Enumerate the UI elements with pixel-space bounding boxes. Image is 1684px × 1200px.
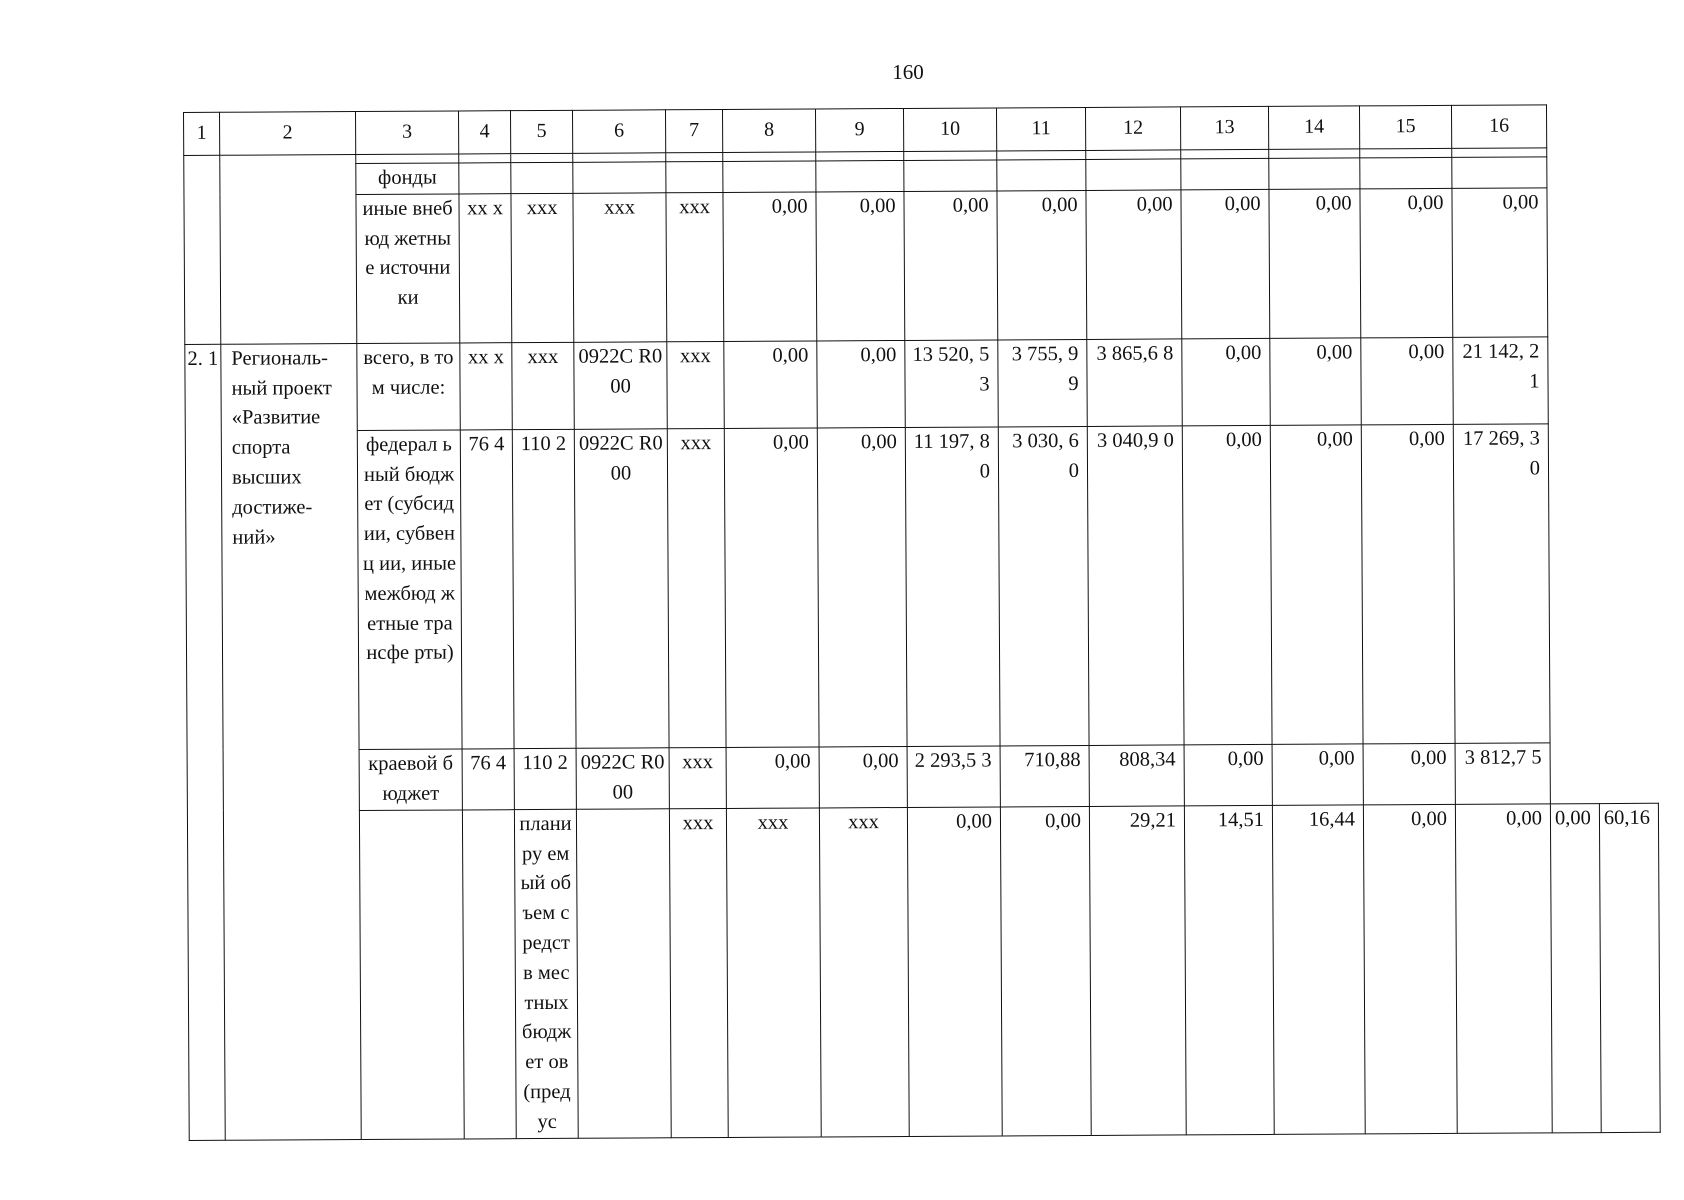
value-cell: 0,00	[1182, 338, 1270, 425]
code-cell: xxx	[666, 192, 724, 341]
source-cell: федерал ьный бюджет (субсид ии, субвенц ии, иные межбюд жетные трансфе рты)	[357, 430, 462, 750]
value-cell: 0,00	[1182, 425, 1272, 744]
value-cell: 3 755, 99	[998, 339, 1087, 426]
value-cell: 0,00	[1086, 190, 1182, 340]
value-cell: 0,00	[1272, 744, 1363, 806]
value-cell: 0,00	[1550, 803, 1601, 1132]
code-cell: xxx	[819, 807, 909, 1136]
value-cell: 0,00	[724, 428, 819, 748]
value-cell: 0,00	[997, 190, 1087, 339]
cell-empty	[1086, 159, 1181, 190]
value-cell: 0,00	[1184, 744, 1272, 805]
value-cell: 0,00	[723, 192, 817, 342]
cell-empty	[459, 163, 511, 194]
code-cell: 0922C R000	[574, 342, 667, 430]
code-cell: 110 2	[512, 429, 576, 748]
project-name-cell: Региональ-ный проект «Развитие спорта высших достиже-ний»	[221, 343, 361, 1140]
value-cell: 0,00	[817, 340, 905, 427]
value-cell: 0,00	[907, 807, 1002, 1136]
header-cell: 6	[572, 110, 665, 154]
value-cell: 3 030, 60	[998, 426, 1089, 745]
table-row	[185, 336, 1656, 431]
cell-empty	[573, 162, 666, 193]
code-cell: xxx	[667, 428, 726, 747]
cell-empty	[816, 160, 904, 191]
value-cell: 0,00	[726, 747, 819, 809]
value-cell: 3 812,7 5	[1455, 743, 1550, 805]
cell-empty	[184, 155, 221, 344]
source-cell: иные внебюд жетные источни ки	[356, 194, 460, 344]
header-cell: 1	[184, 112, 220, 155]
value-cell: 0,00	[1360, 188, 1453, 338]
value-cell: 2 293,5 3	[907, 746, 1000, 808]
value-cell: 60,16	[1599, 803, 1660, 1132]
cell-empty	[511, 162, 573, 193]
value-cell: 21 142, 21	[1453, 337, 1548, 425]
value-cell: 0,00	[1181, 189, 1270, 338]
value-cell: 0,00	[1361, 424, 1455, 744]
code-cell: 76 4	[460, 429, 514, 748]
budget-table-sheet	[183, 104, 1661, 1141]
code-cell: xxx	[669, 808, 728, 1137]
table-row	[187, 742, 1658, 811]
value-cell: 13 520, 53	[905, 340, 998, 428]
code-cell: xxx	[511, 193, 574, 342]
value-cell: 3 865,6 8	[1087, 339, 1182, 427]
code-cell: xxx	[726, 808, 821, 1137]
cell-empty	[666, 152, 723, 161]
header-cell: 7	[665, 109, 722, 152]
value-cell: 808,34	[1089, 745, 1184, 807]
code-cell	[576, 809, 671, 1138]
value-cell: 0,00	[1361, 337, 1453, 425]
code-cell: xxx	[512, 342, 574, 429]
cell-empty	[220, 155, 357, 345]
code-cell: 0922C R000	[576, 748, 669, 810]
value-cell: 0,00	[724, 341, 817, 429]
cell-empty	[511, 153, 573, 162]
value-cell: 0,00	[816, 191, 905, 340]
cell-empty	[723, 161, 816, 192]
value-cell: 0,00	[1363, 743, 1455, 805]
budget-table	[183, 104, 1661, 1141]
code-cell: xx x	[459, 193, 512, 342]
header-cell: 8	[722, 109, 815, 153]
value-cell: 11 197, 80	[905, 427, 1000, 747]
cell-empty	[816, 151, 904, 160]
header-cell: 13	[1180, 106, 1268, 149]
source-cell: планиру емый объем средств местных бюджет ов (предус	[514, 809, 578, 1138]
row-number-cell: 2. 1	[185, 344, 225, 1140]
value-cell: 0,00	[904, 191, 998, 341]
cell-empty	[997, 159, 1086, 190]
cell-empty	[997, 150, 1086, 159]
value-cell: 29,21	[1089, 806, 1186, 1135]
value-cell: 16,44	[1272, 805, 1365, 1134]
source-cell: всего, в том числе:	[357, 343, 460, 431]
header-cell: 14	[1268, 106, 1359, 150]
code-cell: xxx	[573, 193, 667, 343]
header-cell: 16	[1451, 105, 1546, 149]
table-row	[185, 423, 1658, 750]
cell-empty	[1181, 158, 1269, 189]
cell-empty	[1181, 149, 1269, 158]
cell-empty	[666, 161, 723, 192]
value-cell: 0,00	[817, 427, 907, 746]
cell-empty	[459, 154, 511, 163]
value-cell: 0,00	[1270, 425, 1363, 745]
table-row	[184, 187, 1656, 344]
value-cell: 0,00	[1455, 804, 1552, 1133]
value-cell: 710,88	[1000, 745, 1089, 806]
header-cell: 5	[510, 110, 572, 153]
source-cell: краевой бюджет	[359, 749, 462, 811]
header-cell: 3	[356, 111, 459, 155]
code-cell: xxx	[669, 747, 726, 808]
cell-empty	[462, 809, 516, 1138]
value-cell: 0,00	[1000, 806, 1091, 1135]
code-cell: xx x	[460, 342, 512, 429]
table-row	[187, 803, 1660, 1140]
value-cell: 3 040,9 0	[1087, 426, 1184, 746]
value-cell: 0,00	[1452, 188, 1548, 338]
code-cell: 0922C R000	[574, 429, 669, 749]
header-cell: 9	[815, 108, 903, 151]
header-cell: 15	[1359, 105, 1451, 149]
cell-empty	[1360, 157, 1452, 188]
value-cell: 0,00	[1363, 804, 1457, 1133]
page-number: 160	[892, 60, 924, 84]
value-cell: 0,00	[1270, 338, 1361, 426]
header-cell: 4	[458, 111, 510, 154]
cell-empty	[1452, 157, 1547, 188]
value-cell: 0,00	[1269, 189, 1361, 339]
cell-empty	[359, 810, 464, 1139]
value-cell: 0,00	[819, 746, 907, 807]
header-cell: 12	[1085, 107, 1180, 151]
value-cell: 17 269, 30	[1453, 424, 1550, 744]
cell-empty	[1269, 158, 1360, 189]
value-cell: 14,51	[1184, 805, 1274, 1134]
cell-empty	[904, 160, 997, 191]
code-cell: 110 2	[514, 748, 576, 809]
code-cell: 76 4	[462, 748, 514, 809]
header-cell: 11	[996, 107, 1085, 150]
code-cell: xxx	[667, 341, 724, 428]
header-cell: 2	[220, 112, 356, 156]
header-cell: 10	[903, 108, 996, 152]
source-cell: фонды	[356, 163, 459, 194]
